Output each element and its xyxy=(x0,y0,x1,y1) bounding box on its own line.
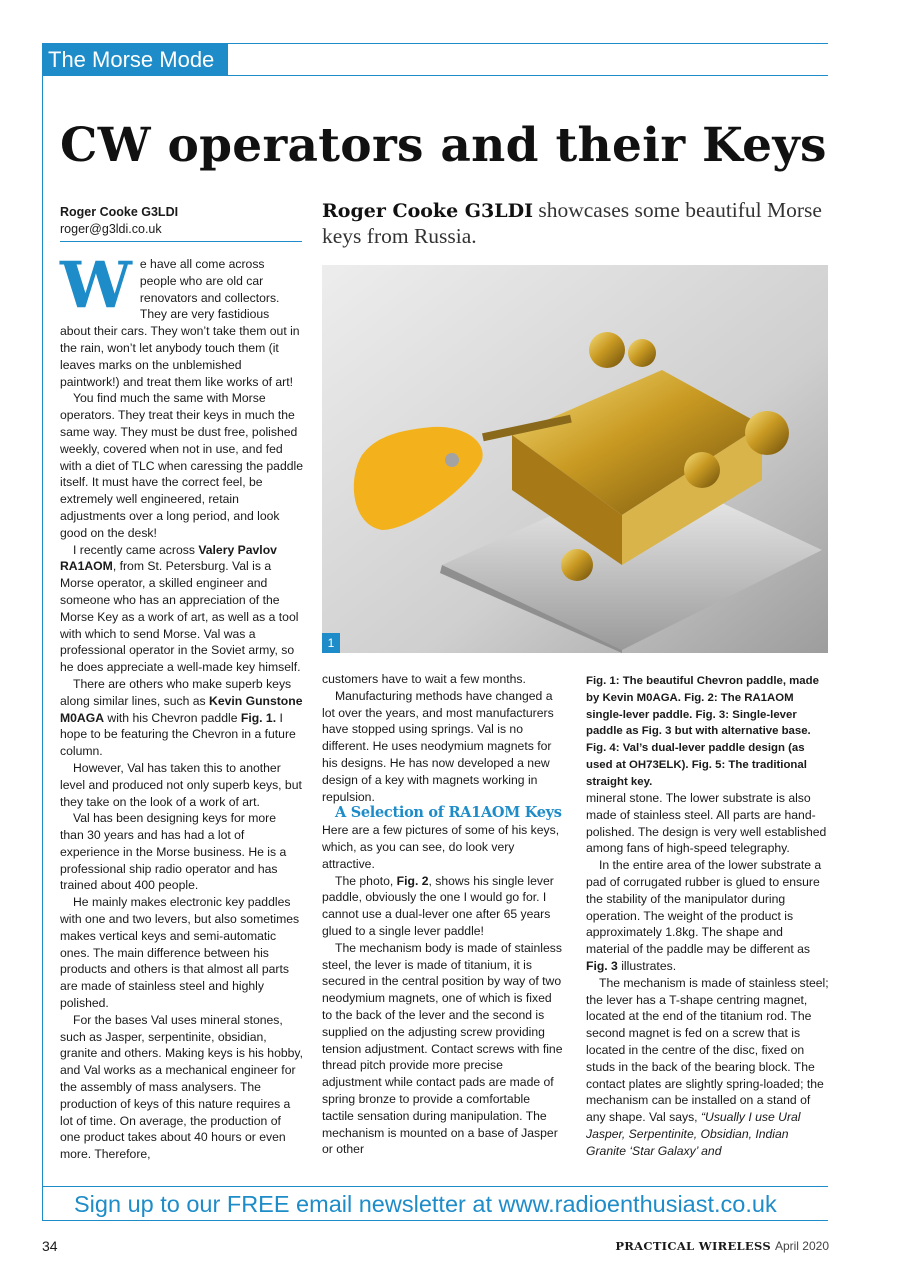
paragraph: The mechanism is made of stainless steel; the lever has a T-shape centring magnet, located at the end of the titanium rod. The second magnet is fed on a screw that is located in the centre of the disc, fixed on studs in the back of the bearing block. The contact plates are slightly spring-loaded; the mechanism can be installed on a stand of any shape. Val says, “Usually I use Ural Jasper, Serpentinite, Obsidian, Indian Granite ‘Star Galaxy’ and xyxy=(586,975,829,1158)
figure-number-badge: 1 xyxy=(322,633,340,653)
article-title: CW operators and their Keys xyxy=(60,118,827,173)
figure-1-photo xyxy=(322,265,828,653)
column-2 xyxy=(322,671,565,1158)
paragraph: Val has been designing keys for more than 30 years and has had a lot of experience in the Morse business. He is a professional ship radio operator and has trained about 400 people. xyxy=(60,811,287,893)
paragraph: However, Val has taken this to another level and produced not only superb keys, but they take on the look of a work of art. xyxy=(60,760,302,809)
magazine-footer xyxy=(615,1239,829,1253)
paragraph: He mainly makes electronic key paddles with one and two levers, but also sometimes makes vertical keys and semi-automatic ones. The main difference between his products and others is that almost all parts are made of stainless steel and highly polished. xyxy=(60,895,300,1011)
column-1 xyxy=(60,248,303,1163)
paragraph: You find much the same with Morse operators. They treat their keys in much the same way. They must be dust free, polished weekly, covered when not in use, and fed with a diet of TLC when caressing the paddle itself. It must have the correct feel, be extremely well engineered, retain adjustments over a long period, and look good on the desk! xyxy=(60,391,303,540)
paragraph: Manufacturing methods have changed a lot over the years, and most manufacturers have stopped using springs. Val is no different. He uses neodymium magnets for his designs. He has now developed a new design of a key with magnets working in repulsion. xyxy=(322,688,554,804)
footer-rule-bottom xyxy=(42,1220,828,1221)
newsletter-banner[interactable]: Sign up to our FREE email newsletter at www.radioenthusiast.co.uk xyxy=(74,1191,777,1217)
left-rule xyxy=(42,43,43,1221)
paragraph: The photo, Fig. 2, shows his single lever paddle, obviously the one I would go for. I cannot use a dual-lever one after 65 years glued to a single lever paddle! xyxy=(322,873,554,938)
paragraph: customers have to wait a few months. xyxy=(322,672,526,686)
standfirst xyxy=(322,198,827,249)
page-number: 34 xyxy=(42,1238,58,1254)
magazine-name: PRACTICAL WIRELESS xyxy=(615,1239,771,1253)
paragraph: There are others who make superb keys along similar lines, such as Kevin Gunstone M0AGA with his Chevron paddle Fig. 1. I hope to be featuring the Chevron in a future column. xyxy=(60,676,303,759)
paragraph: The mechanism body is made of stainless steel, the lever is made of titanium, it is secured in the central position by way of two neodymium magnets, one of which is fixed to the back of the lever and the second is supplied on the adjusting screw providing tension adjustment. Contact screws with fine thread pitch provide more precise adjustment while contact pads are made of spring bronze to provide a comfortable tactile sensation during manipulation. The mechanism is mounted on a base of Jasper or other xyxy=(322,940,563,1157)
subheading: A Selection of RA1AOM Keys xyxy=(335,804,562,822)
drop-cap: W xyxy=(60,248,132,323)
standfirst-name: Roger Cooke G3LDI xyxy=(322,200,533,222)
byline-rule xyxy=(60,241,302,242)
standfirst-text: showcases some beautiful Morse keys from Russia. xyxy=(322,198,822,248)
figure-caption: Fig. 1: The beautiful Chevron paddle, made by Kevin M0AGA. Fig. 2: The RA1AOM single-lever paddle. Fig. 3: Single-lever paddle as Fig. 3 but with alternative base. Fig. 4: Val’s dual-lever paddle design (as used at OH73ELK). Fig. 5: The traditional straight key. xyxy=(586,675,819,788)
paragraph: We have all come across people who are old car renovators and collectors. They are very fastidious about their cars. They won’t take them out in the rain, won’t let anybody touch them (it leaves marks on the unblemished paintwork!) and treat them like works of art! xyxy=(60,248,300,389)
issue-date: April 2020 xyxy=(774,1239,829,1253)
paragraph: Here are a few pictures of some of his keys, which, as you can see, do look very attractive. xyxy=(322,823,560,871)
author-name: Roger Cooke G3LDI xyxy=(60,205,179,219)
column-3 xyxy=(586,790,829,1160)
paragraph: mineral stone. The lower substrate is also made of stainless steel. All parts are hand-polished. The design is very well established among fans of high-speed telegraphy. xyxy=(586,791,827,856)
paragraph: In the entire area of the lower substrate a pad of corrugated rubber is glued to ensure the stability of the manipulator during operation. The weight of the product is approximately 1.8kg. The shape and material of the paddle may be different as Fig. 3 illustrates. xyxy=(586,858,822,973)
byline xyxy=(60,204,302,238)
morse-key-illustration xyxy=(322,265,828,653)
footer-rule-top xyxy=(42,1186,828,1187)
section-tab: The Morse Mode xyxy=(42,43,228,76)
author-email[interactable]: roger@g3ldi.co.uk xyxy=(60,222,162,236)
paragraph: I recently came across Valery Pavlov RA1AOM, from St. Petersburg. Val is a Morse operator, a skilled engineer and someone who has an appreciation of the Morse Key as a work of art, as well as a tool with which to send Morse. Val was a professional operator in the Soviet army, so he does appreciate a well-made key himself. xyxy=(60,542,301,675)
top-rule-right xyxy=(228,75,828,76)
paragraph: For the bases Val uses mineral stones, such as Jasper, serpentinite, obsidian, granite and others. Making keys is his hobby, and Val works as a mechanical engineer for the assembly of mass analysers. The production of keys of this nature requires a lot of time. On average, the production of one product takes about 40 hours or even more. Therefore, xyxy=(60,1012,303,1162)
